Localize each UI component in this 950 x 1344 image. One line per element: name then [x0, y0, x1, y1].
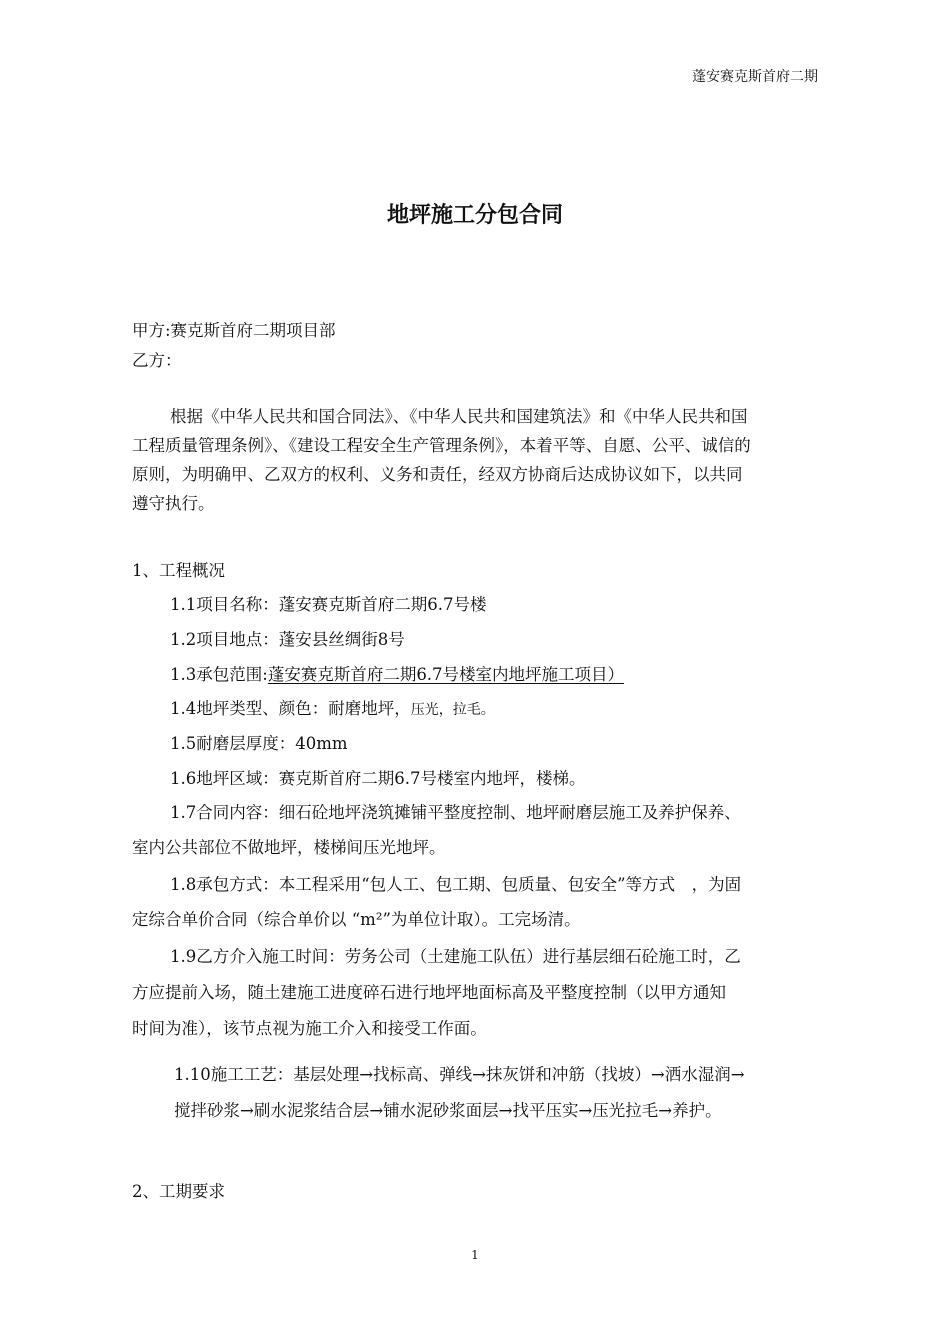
item-1-8-line-1: 1.8承包方式：本工程采用“包人工、包工期、包质量、包安全”等方式 ，为固 — [170, 875, 742, 894]
page-header: 蓬安赛克斯首府二期 — [692, 69, 818, 85]
item-1-2: 1.2项目地点：蓬安县丝绸街8号 — [170, 630, 405, 649]
item-1-6: 1.6地坪区域：赛克斯首府二期6.7号楼室内地坪，楼梯。 — [170, 769, 586, 788]
party-a: 甲方:赛克斯首府二期项目部 — [132, 321, 336, 340]
item-1-4 — [170, 694, 495, 725]
item-1-9-line-2: 方应提前入场，随土建施工进度碎石进行地坪地面标高及平整度控制（以甲方通知 — [132, 983, 726, 1002]
item-1-9-line-3: 时间为准），该节点视为施工介入和接受工作面。 — [132, 1019, 487, 1038]
item-1-9-line-1: 1.9乙方介入施工时间：劳务公司（土建施工队伍）进行基层细石砼施工时，乙 — [170, 947, 741, 966]
item-1-7-line-1: 1.7合同内容：细石砼地坪浇筑摊铺平整度控制、地坪耐磨层施工及养护保养、 — [170, 803, 741, 822]
item-1-5: 1.5耐磨层厚度：40mm — [170, 734, 348, 753]
item-1-8-line-2: 定综合单价合同（综合单价以 “m²”为单位计取）。工完场清。 — [132, 910, 581, 929]
item-1-3-value: 蓬安赛克斯首府二期6.7号楼室内地坪施工项目） — [267, 665, 625, 684]
section-1-heading: 1、工程概况 — [132, 561, 225, 580]
page-number: 1 — [471, 1248, 479, 1262]
intro-line-4: 遵守执行。 — [132, 494, 215, 513]
document-title: 地坪施工分包合同 — [386, 203, 563, 228]
item-1-1: 1.1项目名称：蓬安赛克斯首府二期6.7号楼 — [170, 595, 487, 614]
item-1-3-label: 1.3承包范围: — [170, 665, 268, 684]
intro-line-3: 原则，为明确甲、乙双方的权利、义务和责任，经双方协商后达成协议如下，以共同 — [132, 465, 743, 484]
item-1-4-finish: 压光，拉毛。 — [410, 702, 495, 718]
intro-line-2: 工程质量管理条例》、《建设工程安全生产管理条例》，本着平等、自愿、公平、诚信的 — [132, 436, 751, 455]
item-1-4-label: 1.4地坪类型、颜色：耐磨地坪， — [170, 699, 411, 718]
item-1-10-line-2: 搅拌砂浆→刷水泥浆结合层→铺水泥砂浆面层→找平压实→压光拉毛→养护。 — [174, 1101, 722, 1120]
item-1-3 — [170, 660, 624, 690]
section-2-heading: 2、工期要求 — [132, 1182, 225, 1201]
item-1-10-line-1: 1.10施工工艺：基层处理→找标高、弹线→抹灰饼和冲筋（找坡）→洒水湿润→ — [174, 1065, 745, 1084]
intro-line-1: 根据《中华人民共和国合同法》、《中华人民共和国建筑法》和《中华人民共和国 — [170, 407, 748, 426]
party-b: 乙方： — [132, 351, 182, 370]
item-1-7-line-2: 室内公共部位不做地坪，楼梯间压光地坪。 — [132, 838, 446, 857]
